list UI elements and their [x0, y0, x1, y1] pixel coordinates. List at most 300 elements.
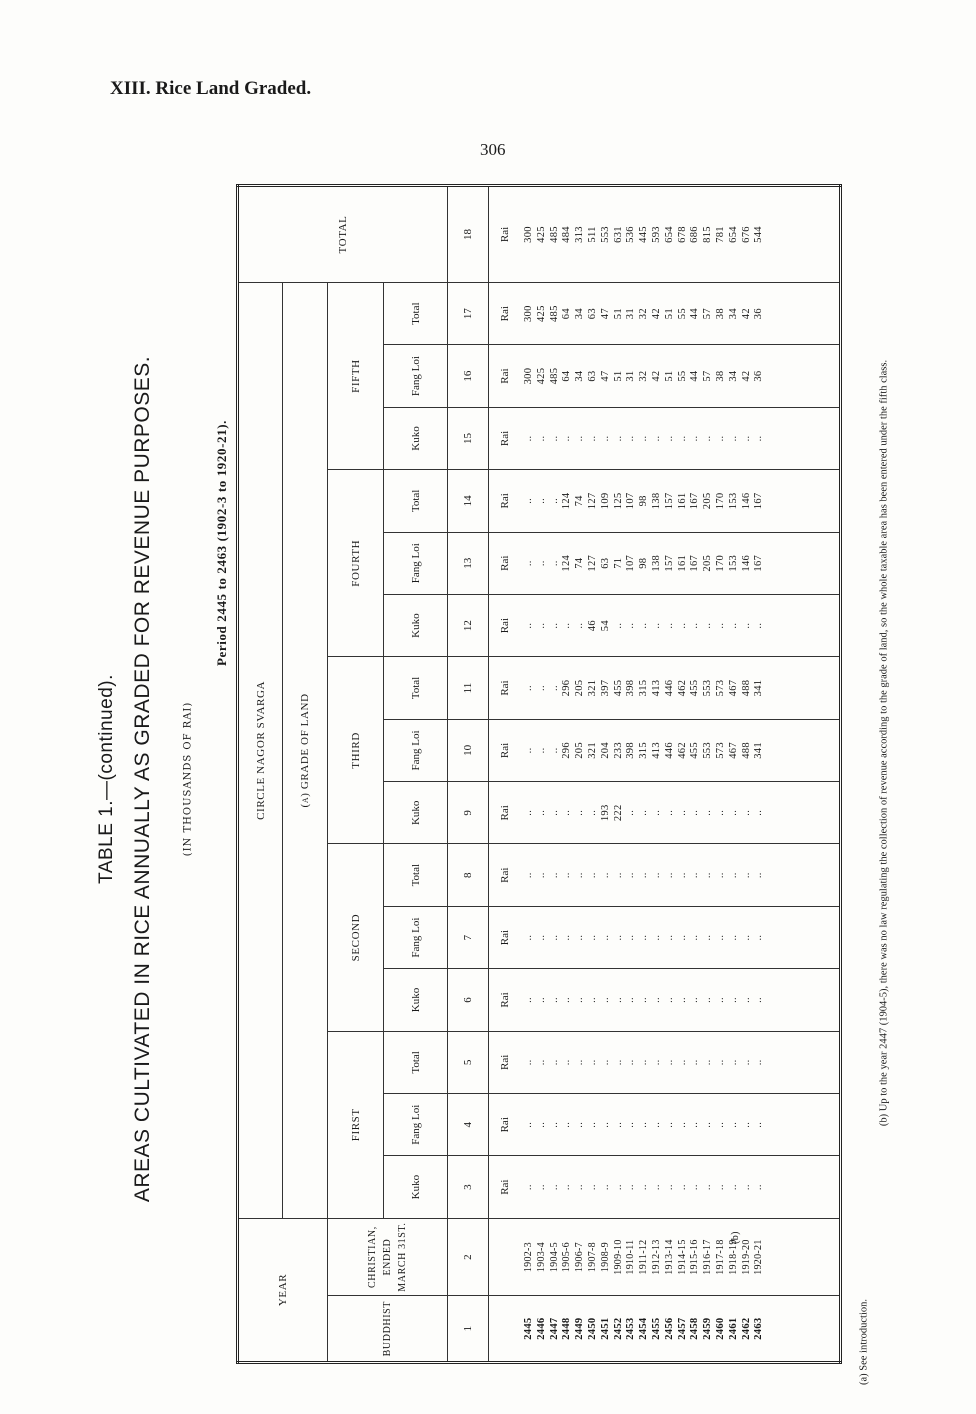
total-header: TOTAL: [238, 186, 448, 283]
table-cell: 2450: [586, 1317, 598, 1340]
table-cell: 1913-14: [663, 1239, 675, 1275]
table-cell: 167: [689, 492, 701, 510]
data-column: [489, 1218, 841, 1295]
table-cell: ..: [574, 1121, 586, 1128]
table-cell: ..: [523, 560, 534, 567]
table-cell: 63: [586, 308, 598, 320]
table-cell: ..: [638, 435, 650, 442]
table-cell: ..: [523, 435, 534, 442]
table-cell: 553: [599, 226, 611, 243]
table-cell: 553: [702, 742, 714, 759]
table-cell: ..: [561, 622, 573, 629]
table-cell: ..: [535, 1059, 547, 1066]
table-cell: 1916-17: [702, 1239, 714, 1275]
table-cell: ..: [586, 997, 598, 1003]
fifth-fang-header: Fang Loi: [384, 345, 448, 407]
column-number: 2: [448, 1218, 489, 1295]
table-cell: ..: [612, 1184, 624, 1191]
unit-label: Rai: [499, 555, 511, 571]
table-cell: 485: [548, 305, 560, 322]
table-cell: 64: [561, 308, 573, 320]
table-cell: ..: [599, 1059, 611, 1066]
rice-land-table: [236, 184, 842, 1364]
table-cell: 467: [727, 679, 739, 697]
column-number: 15: [448, 407, 489, 469]
table-cell: 127: [586, 492, 598, 510]
data-column: [489, 186, 841, 283]
table-cell: 57: [702, 308, 714, 320]
table-cell: ..: [727, 1121, 739, 1128]
table-cell: ..: [625, 872, 637, 879]
table-cell: ..: [676, 1121, 688, 1128]
table-cell: 2448: [561, 1317, 573, 1340]
table-cell: ..: [753, 872, 765, 879]
fifth-kuko-header: Kuko: [384, 407, 448, 469]
table-cell: 2460: [714, 1317, 726, 1340]
column-number: 10: [448, 719, 489, 781]
table-cell: 446: [663, 742, 675, 759]
table-cell: 125: [612, 492, 624, 510]
table-cell: 153: [727, 554, 739, 572]
unit-label: Rai: [499, 430, 511, 447]
table-cell: 445: [638, 226, 650, 243]
data-column: [489, 844, 841, 906]
table-cell: 1912-13: [650, 1239, 662, 1275]
footnote-b: (b) Up to the year 2447 (1904-5), there was no law regulating the collection of revenue according to the grade of land, so the whole taxable area has been entered under the fifth class.: [878, 359, 890, 1127]
third-fang-header: Fang Loi: [384, 719, 448, 781]
table-cell: ..: [689, 872, 701, 879]
fifth-total-header: Total: [384, 282, 448, 344]
table-cell: 397: [599, 679, 611, 697]
table-cell: 167: [753, 554, 765, 572]
table-cell: 462: [676, 742, 688, 759]
column-number: 18: [448, 186, 489, 283]
table-cell: ..: [612, 1059, 624, 1066]
table-cell: 573: [714, 679, 726, 697]
table-cell: 42: [650, 370, 662, 382]
table-cell: 1904-5: [548, 1242, 560, 1273]
table-cell: ..: [548, 997, 560, 1003]
table-cell: 51: [663, 370, 675, 382]
table-cell: ..: [663, 934, 675, 941]
table-cell: 300: [523, 226, 534, 243]
table-cell: ..: [535, 1184, 547, 1191]
table-cell: 446: [663, 679, 675, 697]
data-column: [489, 345, 841, 407]
table-cell: ..: [702, 872, 714, 879]
table-cell: 484: [561, 226, 573, 243]
table-cell: ..: [714, 622, 726, 629]
table-cell: 42: [740, 370, 752, 382]
table-cell: ..: [523, 1059, 534, 1066]
table-cell: ..: [689, 1184, 701, 1191]
table-cell: 47: [599, 308, 611, 320]
table-cell: 2456: [663, 1317, 675, 1340]
table-cell: 425: [535, 305, 547, 322]
table-cell: ..: [548, 872, 560, 879]
table-cell: 425: [535, 367, 547, 385]
table-cell: ..: [740, 1121, 752, 1128]
units-note: (IN THOUSANDS OF RAI): [182, 701, 194, 857]
table-cell: 2459: [702, 1317, 714, 1340]
table-cell: ..: [727, 934, 739, 941]
table-cell: ..: [561, 997, 573, 1003]
third-kuko-header: Kuko: [384, 782, 448, 844]
fourth-total-header: Total: [384, 470, 448, 532]
table-cell: ..: [523, 1121, 534, 1128]
table-cell: ..: [574, 872, 586, 879]
table-cell: 44: [689, 308, 701, 320]
table-cell: 44: [689, 370, 701, 382]
unit-label: Rai: [499, 618, 511, 634]
table-cell: 2451: [599, 1317, 611, 1340]
table-cell: 38: [714, 308, 726, 320]
unit-label: Rai: [499, 306, 511, 322]
data-column: [489, 470, 841, 532]
table-cell: 593: [650, 226, 662, 243]
column-number: 11: [448, 657, 489, 719]
table-cell: ..: [586, 1121, 598, 1128]
table-cell: 1917-18: [714, 1239, 726, 1275]
footnote-a: (a) See introduction.: [858, 1298, 870, 1386]
table-cell: ..: [561, 872, 573, 879]
table-cell: ..: [574, 809, 586, 816]
table-cell: 157: [663, 554, 675, 572]
column-number: 7: [448, 906, 489, 968]
table-cell: 2461: [727, 1317, 739, 1340]
table-cell: ..: [599, 435, 611, 442]
table-cell: 167: [689, 554, 701, 572]
grade-first: FIRST: [328, 1031, 384, 1218]
data-column: [489, 1094, 841, 1156]
table-cell: 107: [625, 554, 637, 572]
unit-label: Rai: [499, 867, 511, 883]
table-cell: 71: [612, 557, 624, 569]
table-cell: 233: [612, 742, 624, 759]
column-number: 6: [448, 969, 489, 1031]
table-cell: 1902-3: [523, 1242, 534, 1273]
table-cell: 205: [702, 554, 714, 572]
table-cell: 34: [727, 308, 739, 320]
table-cell: ..: [612, 934, 624, 941]
table-cell: ..: [702, 1121, 714, 1128]
table-cell: 167: [753, 492, 765, 510]
table-cell: 38: [714, 370, 726, 382]
table-cell: ..: [625, 934, 637, 941]
table-cell: 51: [612, 370, 624, 382]
unit-label: [499, 1221, 511, 1293]
table-cell: ..: [574, 997, 586, 1003]
table-cell: 205: [574, 679, 586, 697]
table-cell: ..: [586, 809, 598, 816]
table-cell: 98: [638, 495, 650, 507]
table-cell: 1907-8: [586, 1242, 598, 1273]
table-cell: ..: [523, 809, 534, 816]
table-cell: ..: [689, 809, 701, 816]
table-cell: ..: [689, 435, 701, 442]
table-cell: ..: [535, 747, 547, 754]
table-cell: ..: [638, 622, 650, 629]
table-cell: 46: [586, 620, 598, 632]
table-cell: ..: [612, 997, 624, 1003]
table-cell: ..: [535, 685, 547, 691]
table-cell: ..: [650, 1184, 662, 1191]
table-cell: ..: [535, 809, 547, 816]
table-cell: 425: [535, 226, 547, 243]
note-b-marker: (b): [730, 1231, 742, 1244]
data-column: [489, 719, 841, 781]
table-cell: ..: [625, 997, 637, 1003]
table-cell: ..: [548, 435, 560, 442]
column-number-row: [448, 186, 489, 1363]
unit-label: Rai: [499, 226, 511, 243]
table-cell: ..: [740, 809, 752, 816]
table-cell: 1914-15: [676, 1239, 688, 1275]
table-cell: 2446: [535, 1317, 547, 1340]
table-cell: 31: [625, 370, 637, 382]
table-cell: 161: [676, 554, 688, 572]
table-cell: ..: [714, 934, 726, 941]
table-cell: 146: [740, 554, 752, 572]
table-cell: ..: [638, 1121, 650, 1128]
grade-fourth: FOURTH: [328, 470, 384, 657]
table-cell: 1918-19: [727, 1239, 739, 1275]
table-cell: ..: [599, 1184, 611, 1191]
table-cell: 678: [676, 226, 688, 243]
table-cell: ..: [740, 1184, 752, 1191]
table-cell: 34: [574, 308, 586, 320]
table-cell: ..: [548, 1184, 560, 1191]
data-column: [489, 282, 841, 344]
table-cell: ..: [523, 872, 534, 879]
table-cell: 2455: [650, 1317, 662, 1340]
fourth-kuko-header: Kuko: [384, 594, 448, 656]
column-number: 9: [448, 782, 489, 844]
table-cell: 2462: [740, 1317, 752, 1340]
table-cell: 193: [599, 804, 611, 822]
table-cell: ..: [740, 622, 752, 629]
column-number: 8: [448, 844, 489, 906]
table-cell: 2445: [523, 1317, 534, 1340]
table-cell: 32: [638, 370, 650, 382]
table-cell: 313: [574, 226, 586, 243]
table-cell: ..: [663, 997, 675, 1003]
table-cell: ..: [625, 1184, 637, 1191]
table-subtitle: AREAS CULTIVATED IN RICE ANNUALLY AS GRADED FOR REVENUE PURPOSES.: [131, 355, 154, 1203]
table-cell: ..: [702, 809, 714, 816]
table-cell: ..: [676, 872, 688, 879]
table-cell: 296: [561, 679, 573, 697]
table-cell: ..: [535, 872, 547, 879]
table-cell: 631: [612, 226, 624, 243]
table-cell: ..: [740, 872, 752, 879]
data-column: [489, 1296, 841, 1363]
table-cell: 315: [638, 742, 650, 759]
table-cell: 686: [689, 226, 701, 243]
table-cell: ..: [574, 1184, 586, 1191]
table-cell: ..: [650, 872, 662, 879]
table-cell: ..: [676, 435, 688, 442]
table-cell: ..: [663, 1121, 675, 1128]
table-cell: ..: [689, 622, 701, 629]
table-cell: 47: [599, 370, 611, 382]
table-cell: ..: [561, 1121, 573, 1128]
table-cell: ..: [638, 809, 650, 816]
table-cell: ..: [689, 934, 701, 941]
table-cell: ..: [638, 934, 650, 941]
table-cell: ..: [727, 1184, 739, 1191]
table-cell: ..: [523, 934, 534, 941]
unit-label: Rai: [499, 742, 511, 759]
table-cell: ..: [535, 1121, 547, 1128]
first-total-header: Total: [384, 1031, 448, 1093]
table-cell: 1919-20: [740, 1239, 752, 1275]
table-cell: ..: [727, 872, 739, 879]
table-cell: 467: [727, 742, 739, 759]
table-cell: ..: [523, 622, 534, 629]
table-cell: ..: [650, 435, 662, 442]
table-cell: 109: [599, 492, 611, 510]
table-cell: 64: [561, 370, 573, 382]
table-cell: 63: [586, 370, 598, 382]
table-cell: ..: [586, 1059, 598, 1066]
page-number: 306: [480, 140, 506, 159]
table-cell: 341: [753, 742, 765, 759]
table-cell: ..: [599, 997, 611, 1003]
table-cell: 51: [663, 308, 675, 320]
table-cell: ..: [625, 809, 637, 816]
table-cell: 205: [574, 742, 586, 759]
table-cell: 107: [625, 492, 637, 510]
table-cell: ..: [714, 1121, 726, 1128]
table-cell: ..: [574, 934, 586, 941]
table-cell: 54: [599, 620, 611, 632]
table-cell: ..: [714, 1184, 726, 1191]
table-cell: ..: [574, 435, 586, 442]
table-cell: 51: [612, 308, 624, 320]
column-number: 5: [448, 1031, 489, 1093]
table-cell: 138: [650, 492, 662, 510]
table-cell: 153: [727, 492, 739, 510]
table-cell: ..: [612, 1121, 624, 1128]
data-column: [489, 906, 841, 968]
table-cell: 398: [625, 742, 637, 759]
table-cell: ..: [548, 747, 560, 754]
table-title: TABLE 1.—(continued).: [96, 674, 117, 884]
table-cell: ..: [676, 934, 688, 941]
table-cell: ..: [714, 435, 726, 442]
table-cell: ..: [535, 560, 547, 567]
table-cell: ..: [612, 872, 624, 879]
table-cell: 127: [586, 554, 598, 572]
table-cell: ..: [714, 997, 726, 1003]
data-row: [489, 186, 841, 1363]
table-cell: 1903-4: [535, 1242, 547, 1273]
table-cell: ..: [676, 1059, 688, 1066]
table-cell: 2452: [612, 1317, 624, 1340]
unit-label: [499, 1298, 511, 1359]
table-cell: 2457: [676, 1317, 688, 1340]
data-column: [489, 657, 841, 719]
table-cell: ..: [625, 622, 637, 629]
table-cell: 222: [612, 804, 624, 822]
table-cell: 654: [663, 226, 675, 243]
table-cell: ..: [702, 1059, 714, 1066]
table-cell: 74: [574, 495, 586, 507]
table-cell: ..: [689, 1059, 701, 1066]
table-cell: ..: [599, 872, 611, 879]
table-cell: 781: [714, 226, 726, 243]
buddhist-header: BUDDHIST: [328, 1296, 448, 1363]
table-cell: 1906-7: [574, 1242, 586, 1273]
table-cell: ..: [638, 872, 650, 879]
table-cell: ..: [727, 997, 739, 1003]
table-cell: 485: [548, 226, 560, 243]
data-column: [489, 407, 841, 469]
table-cell: 204: [599, 742, 611, 759]
table-cell: 315: [638, 679, 650, 697]
table-cell: ..: [753, 622, 765, 629]
table-cell: ..: [561, 435, 573, 442]
table-cell: ..: [753, 997, 765, 1003]
column-number: 14: [448, 470, 489, 532]
table-cell: ..: [663, 622, 675, 629]
table-cell: ..: [727, 1059, 739, 1066]
table-cell: 55: [676, 308, 688, 320]
table-cell: 124: [561, 554, 573, 572]
table-cell: ..: [548, 1121, 560, 1128]
table-cell: 300: [523, 305, 534, 322]
table-cell: 146: [740, 492, 752, 510]
table-cell: 455: [612, 679, 624, 697]
table-cell: 462: [676, 679, 688, 697]
table-cell: 676: [740, 226, 752, 243]
table-cell: ..: [574, 1059, 586, 1066]
table-cell: 2463: [753, 1317, 765, 1340]
table-cell: ..: [727, 809, 739, 816]
table-cell: 2453: [625, 1317, 637, 1340]
table-cell: ..: [650, 1059, 662, 1066]
table-cell: 455: [689, 742, 701, 759]
table-cell: 31: [625, 308, 637, 320]
table-cell: 1915-16: [689, 1239, 701, 1275]
unit-label: Rai: [499, 680, 511, 696]
table-cell: ..: [535, 497, 547, 504]
data-column: [489, 969, 841, 1031]
table-cell: 1911-12: [638, 1239, 650, 1275]
unit-label: Rai: [499, 493, 511, 509]
table-cell: 2449: [574, 1317, 586, 1340]
table-cell: 170: [714, 492, 726, 510]
table-cell: 205: [702, 492, 714, 510]
table-cell: 36: [753, 308, 765, 320]
table-cell: ..: [548, 497, 560, 504]
table-cell: ..: [702, 1184, 714, 1191]
table-cell: ..: [714, 872, 726, 879]
year-header: YEAR: [238, 1218, 328, 1362]
table-cell: ..: [612, 622, 624, 629]
table-cell: ..: [663, 872, 675, 879]
table-cell: ..: [650, 622, 662, 629]
table-cell: ..: [586, 1184, 598, 1191]
table-cell: 1905-6: [561, 1242, 573, 1273]
unit-label: Rai: [499, 929, 511, 946]
table-cell: 413: [650, 742, 662, 759]
second-fang-header: Fang Loi: [384, 906, 448, 968]
table-cell: ..: [676, 1184, 688, 1191]
table-cell: 1908-9: [599, 1242, 611, 1273]
table-cell: 2458: [689, 1317, 701, 1340]
